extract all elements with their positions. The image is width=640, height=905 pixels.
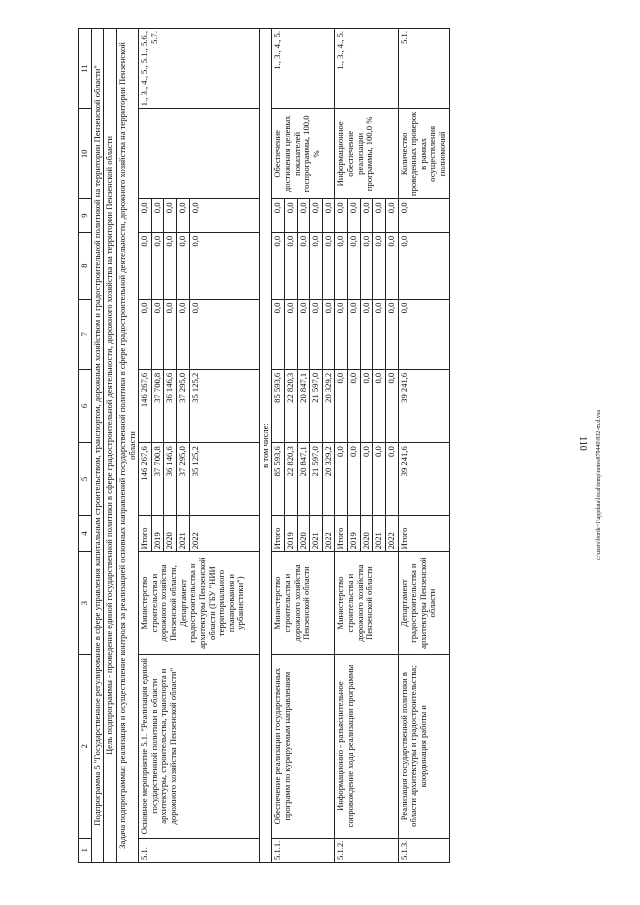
cell-value: 0,0 — [335, 369, 348, 442]
row-year: 2020 — [297, 515, 310, 552]
row-code: 5.1.3. — [398, 838, 449, 862]
col-num: 10 — [79, 109, 92, 199]
cell-value: 0,0 — [373, 232, 386, 299]
row-executor: Министерство строительства и дорожного хозяйства Пензенской области — [335, 552, 398, 654]
row-name: Информационно - разъяснительное сопровождение хода реализации программы — [335, 654, 398, 838]
row-year: 2020 — [360, 515, 373, 552]
cell-value: 0,0 — [322, 232, 335, 299]
cell-value: 0,0 — [348, 443, 361, 515]
cell-value: 22 820,3 — [284, 369, 297, 442]
cell-value: 20 329,2 — [322, 443, 335, 515]
cell-value: 0,0 — [335, 443, 348, 515]
cell-value: 36 146,6 — [164, 443, 177, 515]
cell-value: 0,0 — [284, 232, 297, 299]
row-code: 5.1. — [139, 838, 260, 862]
cell-value: 0,0 — [398, 232, 449, 299]
cell-value: 0,0 — [360, 443, 373, 515]
cell-value: 0,0 — [164, 232, 177, 299]
row-year: 2022 — [189, 515, 259, 552]
row-year: Итого — [139, 515, 152, 552]
rotated-table-container — [78, 28, 618, 863]
col-num: 4 — [79, 515, 92, 552]
cell-value: 0,0 — [272, 199, 285, 232]
cell-value: 85 593,6 — [272, 369, 285, 442]
table-row — [398, 29, 449, 863]
row-indicator — [139, 109, 260, 199]
row-indicator: Количество проведенных проверок в рамках осуществления полномочий — [398, 109, 449, 199]
cell-value: 0,0 — [322, 199, 335, 232]
row-year: 2019 — [348, 515, 361, 552]
row-name: Обеспечение реализации государственных программ по курируемым направлениям — [272, 654, 335, 838]
cell-value: 0,0 — [139, 199, 152, 232]
cell-value: 0,0 — [310, 199, 323, 232]
col-num: 9 — [79, 199, 92, 232]
column-number-row — [79, 29, 92, 863]
row-links: 5.1. — [398, 29, 449, 109]
cell-value: 0,0 — [284, 299, 297, 369]
cell-value: 0,0 — [385, 443, 398, 515]
cell-value: 0,0 — [189, 232, 259, 299]
cell-value: 20 329,2 — [322, 369, 335, 442]
col-num: 6 — [79, 369, 92, 442]
cell-value: 0,0 — [297, 199, 310, 232]
cell-value: 85 593,6 — [272, 443, 285, 515]
row-year: 2021 — [177, 515, 190, 552]
cell-value: 0,0 — [348, 299, 361, 369]
row-executor: Министерство строительства и дорожного хозяйства Пензенской области — [272, 552, 335, 654]
cell-value: 0,0 — [164, 299, 177, 369]
row-indicator: Информационное обеспечение реализации программы, 100,0 % — [335, 109, 398, 199]
row-links: 1., 3., 4., 5. — [335, 29, 398, 109]
table-row — [272, 29, 285, 863]
col-num: 8 — [79, 232, 92, 299]
page-number: 110 — [577, 436, 589, 451]
cell-value: 0,0 — [360, 299, 373, 369]
cell-value: 21 597,0 — [310, 369, 323, 442]
task-title: Задача подпрограммы: реализация и осуществление контроля за реализацией основных направлений государственной политики в сфере градостроительной деятельности, дорожного хозяйства на территории Пензенской области — [116, 29, 138, 863]
cell-value: 20 847,1 — [297, 369, 310, 442]
cell-value: 0,0 — [297, 232, 310, 299]
row-year: 2019 — [151, 515, 164, 552]
cell-value: 0,0 — [360, 199, 373, 232]
cell-value: 0,0 — [151, 299, 164, 369]
cell-value: 0,0 — [385, 232, 398, 299]
row-name: Реализация государственной политики в области архитектуры и градостроительства; координация работы и — [398, 654, 449, 838]
cell-value: 0,0 — [189, 199, 259, 232]
cell-value: 0,0 — [360, 369, 373, 442]
cell-value: 0,0 — [284, 199, 297, 232]
cell-value: 0,0 — [151, 232, 164, 299]
cell-value: 0,0 — [297, 299, 310, 369]
cell-value: 21 597,0 — [310, 443, 323, 515]
cell-value: 0,0 — [177, 199, 190, 232]
cell-value: 0,0 — [164, 199, 177, 232]
row-year: Итого — [398, 515, 449, 552]
cell-value: 0,0 — [310, 299, 323, 369]
cell-value: 0,0 — [139, 299, 152, 369]
cell-value: 146 267,6 — [139, 443, 152, 515]
cell-value: 0,0 — [335, 232, 348, 299]
cell-value: 20 847,1 — [297, 443, 310, 515]
cell-value: 0,0 — [385, 199, 398, 232]
table-row — [139, 29, 152, 863]
table-row — [335, 29, 348, 863]
cell-value: 0,0 — [335, 199, 348, 232]
cell-value: 0,0 — [189, 299, 259, 369]
cell-value: 0,0 — [373, 199, 386, 232]
col-num: 11 — [79, 29, 92, 109]
row-year: 2020 — [164, 515, 177, 552]
row-year: 2019 — [284, 515, 297, 552]
cell-value: 0,0 — [360, 232, 373, 299]
cell-value: 0,0 — [385, 369, 398, 442]
file-path-footer: c:\users\borik~1\appdata\local\temp\notes879440\832-m.d.vsa — [596, 410, 602, 560]
cell-value: 37 700,8 — [151, 443, 164, 515]
row-indicator: Обеспечение достижения целевых показателей госпрограммы, 100,0 % — [272, 109, 335, 199]
cell-value: 0,0 — [177, 232, 190, 299]
row-name: Основное мероприятие 5.1. "Реализация единой государственной политики в области архитектуры, строительства, транспорта и дорожного хозяйства Пензенской области" — [139, 654, 260, 838]
col-num: 5 — [79, 443, 92, 515]
cell-value: 36 146,6 — [164, 369, 177, 442]
cell-value: 0,0 — [348, 232, 361, 299]
cell-value: 0,0 — [139, 232, 152, 299]
goal-title: Цель подпрограммы - проведение единой государственной политики в сфере градостроительной деятельности, дорожного хозяйства на территории Пензенской области — [104, 29, 117, 863]
cell-value: 35 125,2 — [189, 369, 259, 442]
row-year: 2021 — [310, 515, 323, 552]
row-code: 5.1.1. — [272, 838, 335, 862]
row-year: 2022 — [385, 515, 398, 552]
subprogram-title: Подпрограмма 5 "Государственное регулирование в сфере управления капитальным строительством, транспортом, дорожным хозяйством и градостроительной политикой на территории Пензенской области" — [91, 29, 104, 863]
row-year: Итого — [272, 515, 285, 552]
row-year: 2022 — [322, 515, 335, 552]
cell-value: 37 700,8 — [151, 369, 164, 442]
cell-value: 39 241,6 — [398, 369, 449, 442]
program-table — [78, 28, 450, 863]
cell-value: 146 267,6 — [139, 369, 152, 442]
row-year: 2021 — [373, 515, 386, 552]
col-num: 1 — [79, 838, 92, 862]
row-executor: Министерство строительства и дорожного хозяйства Пензенской области, Департамент градостроительства и архитектуры Пензенской области (ГБУ "НИИ территориального планирования и урбанистики") — [139, 552, 260, 654]
row-executor: Департамент градостроительства и архитектуры Пензенской области — [398, 552, 449, 654]
cell-value: 0,0 — [348, 199, 361, 232]
cell-value: 0,0 — [373, 443, 386, 515]
cell-value: 39 241,6 — [398, 443, 449, 515]
cell-value: 37 295,0 — [177, 369, 190, 442]
cell-value: 35 125,2 — [189, 443, 259, 515]
cell-value: 37 295,0 — [177, 443, 190, 515]
cell-value: 0,0 — [335, 299, 348, 369]
cell-value: 0,0 — [348, 369, 361, 442]
in-total-label: в том числе: — [259, 29, 272, 863]
cell-value: 0,0 — [398, 299, 449, 369]
col-num: 7 — [79, 299, 92, 369]
cell-value: 0,0 — [272, 299, 285, 369]
cell-value: 0,0 — [151, 199, 164, 232]
col-num: 2 — [79, 654, 92, 838]
row-links: 1., 3., 4., 5. — [272, 29, 335, 109]
cell-value: 0,0 — [373, 369, 386, 442]
cell-value: 0,0 — [398, 199, 449, 232]
row-year: Итого — [335, 515, 348, 552]
row-code: 5.1.2. — [335, 838, 398, 862]
row-links: 1., 3., 4., 5., 5.1., 5.6., 5.7. — [139, 29, 260, 109]
cell-value: 0,0 — [177, 299, 190, 369]
cell-value: 0,0 — [272, 232, 285, 299]
cell-value: 0,0 — [385, 299, 398, 369]
cell-value: 0,0 — [373, 299, 386, 369]
cell-value: 22 820,3 — [284, 443, 297, 515]
cell-value: 0,0 — [322, 299, 335, 369]
cell-value: 0,0 — [310, 232, 323, 299]
col-num: 3 — [79, 552, 92, 654]
